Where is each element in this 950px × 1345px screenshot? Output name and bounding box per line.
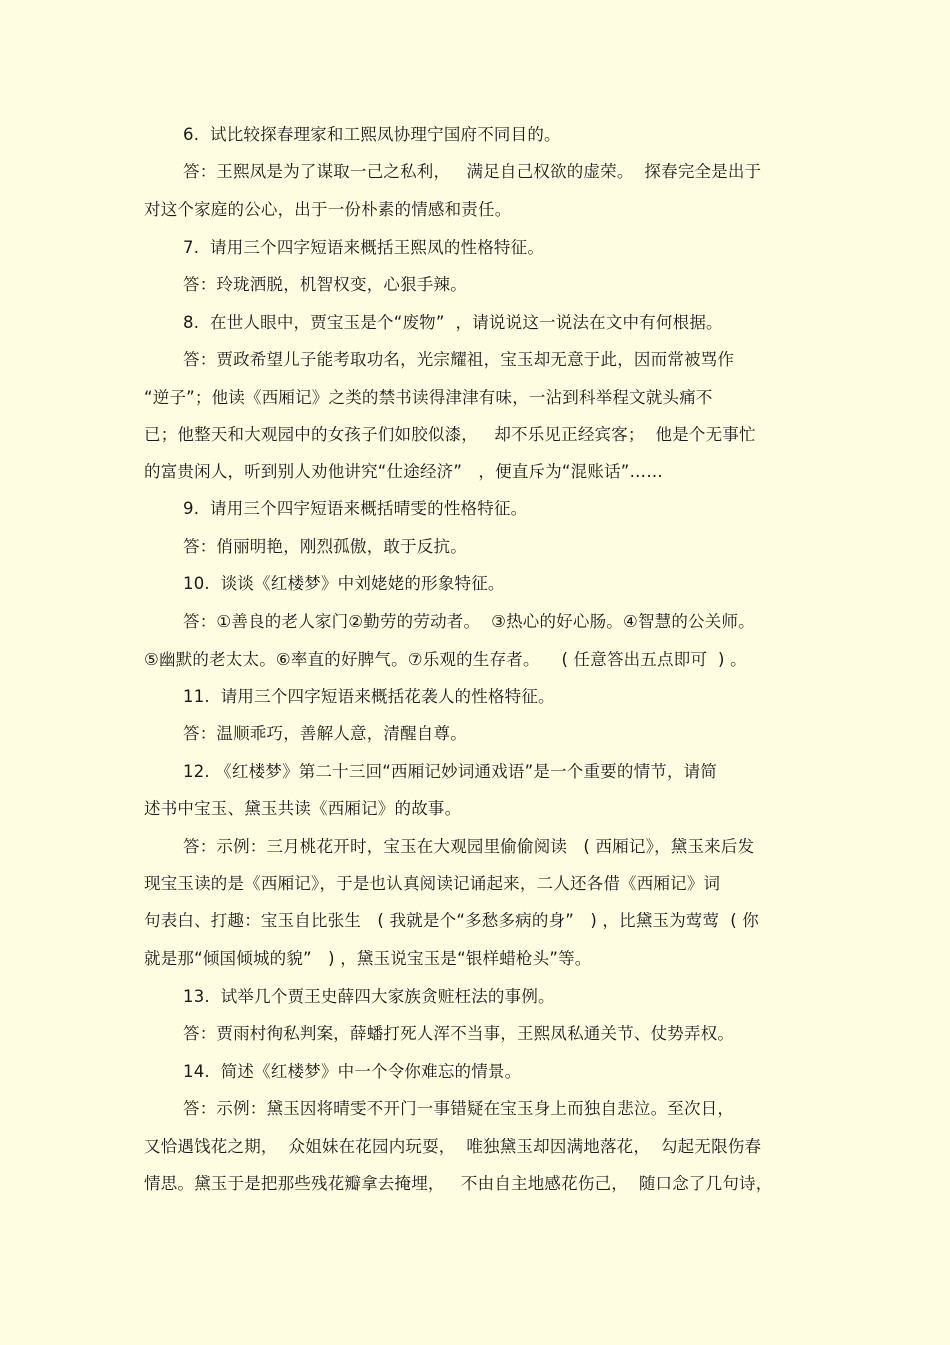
answer-7: 答：玲珑洒脱，机智权变，心狠手辣。 [183,275,467,294]
question-6: 6. 试比较探春理家和工熙凤协理宁国府不同目的。 [183,125,561,144]
answer-12-line-4: 就是那“倾国倾城的貌” ) ，黛玉说宝玉是“银样蜡枪头”等。 [144,949,592,968]
question-11: 11. 请用三个四字短语来概括花袭人的性格特征。 [183,687,555,706]
question-14: 14. 简述《红楼梦》中一个令你难忘的情景。 [183,1062,522,1081]
answer-14-line-2: 又恰遇饯花之期， 众姐妹在花园内玩耍， 唯独黛玉却因满地落花， 勾起无限伤春 [144,1137,762,1156]
answer-8-line-1: 答：贾政希望儿子能考取功名，光宗耀祖，宝玉却无意于此，因而常被骂作 [183,350,735,369]
answer-8-line-2: “逆子”；他读《西厢记》之类的禁书读得津津有味，一沾到科举程文就头痛不 [144,388,713,407]
answer-12-line-3: 句表白、打趣：宝玉自比张生 ( 我就是个“多愁多病的身” ) ，比黛玉为莺莺 ( 你 [144,911,760,930]
answer-12-line-2: 现宝玉读的是《西厢记》，于是也认真阅读记诵起来，二人还各借《西厢记》词 [144,874,721,893]
answer-9: 答：俏丽明艳，刚烈孤傲，敢于反抗。 [183,537,467,556]
answer-6-line-1: 答：王熙凤是为了谋取一己之私利， 满足自己权欲的虚荣。 探春完全是出于 [183,162,762,181]
answer-6-line-2: 对这个家庭的公心，出于一份朴素的情感和责任。 [144,200,512,219]
answer-10-line-2: ⑤幽默的老太太。⑥率直的好脾气。⑦乐观的生存者。 ( 任意答出五点即可 ) 。 [144,650,747,669]
question-12-line-1: 12. 《红楼梦》第二十三回“西厢记妙词通戏语”是一个重要的情节，请简 [183,762,718,781]
question-10: 10. 谈谈《红楼梦》中刘姥姥的形象特征。 [183,574,505,593]
answer-8-line-4: 的富贵闲人，听到别人劝他讲究“仕途经济” ，便直斥为“混账话”…… [144,462,663,481]
answer-10-line-1: 答：①善良的老人家门②勤劳的劳动者。 ③热心的好心肠。④智慧的公关师。 [183,612,755,631]
question-9: 9. 请用三个四宇短语来概括晴雯的性格特征。 [183,499,528,518]
question-8: 8. 在世人眼中，贾宝玉是个“废物” ，请说说这一说法在文中有何根据。 [183,313,723,332]
question-7: 7. 请用三个四字短语来概括王熙凤的性格特征。 [183,238,545,257]
question-13: 13. 试举几个贾王史薛四大家族贪赃枉法的事例。 [183,987,555,1006]
answer-14-line-1: 答：示例：黛玉因将晴雯不开门一事错疑在宝玉身上而独自悲泣。至次日， [183,1099,735,1118]
answer-13: 答：贾雨村徇私判案，薛蟠打死人浑不当事，王熙凤私通关节、仗势弄权。 [183,1024,735,1043]
question-12-line-2: 述书中宝玉、黛玉共读《西厢记》的故事。 [144,799,462,818]
answer-14-line-3: 情思。黛玉于是把那些残花瓣拿去掩埋， 不由自主地感花伤己， 随口念了几句诗， [144,1174,773,1193]
answer-8-line-3: 已；他整天和大观园中的女孩子们如胶似漆， 却不乐见正经宾客； 他是个无事忙 [144,425,756,444]
answer-12-line-1: 答：示例：三月桃花开时，宝玉在大观园里偷偷阅读 ( 西厢记》，黛玉来后发 [183,837,755,856]
answer-11: 答：温顺乖巧，善解人意，清醒自尊。 [183,724,467,743]
